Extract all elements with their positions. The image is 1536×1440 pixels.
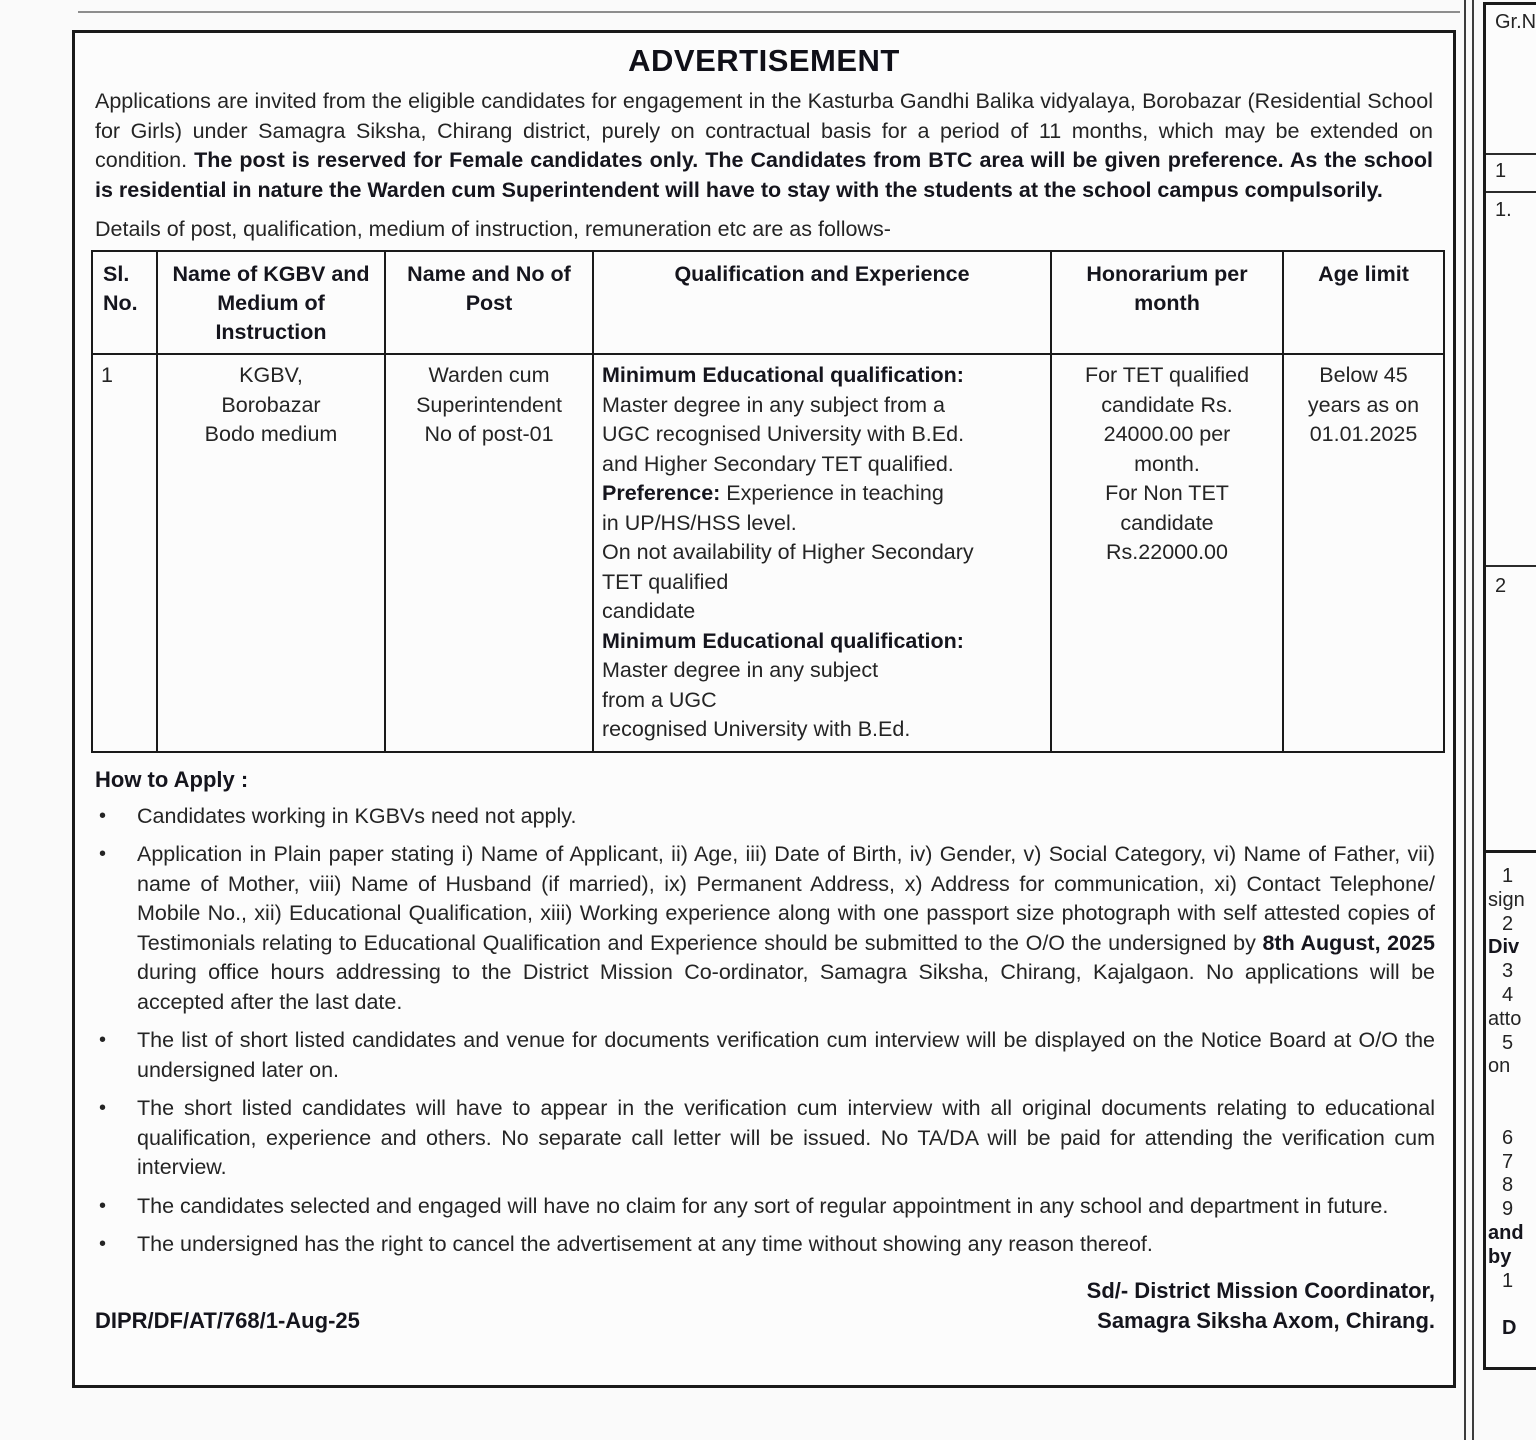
list-item-text: The undersigned has the right to cancel the advertisement at any time without showing any reason thereof. xyxy=(137,1232,1153,1256)
list-item-text: Candidates working in KGBVs need not apply. xyxy=(137,803,577,828)
bullet-icon xyxy=(95,1026,137,1085)
side-fragment-text: 1 xyxy=(1495,160,1507,182)
col-header-qualification: Qualification and Experience xyxy=(593,251,1051,354)
list-item xyxy=(95,1094,1437,1183)
side-fragment-text: 2 xyxy=(1495,575,1507,597)
list-item xyxy=(95,1026,1437,1085)
cell-honorarium: For TET qualified candidate Rs. 24000.00 per month. For Non TET candidate Rs.22000.00 xyxy=(1051,354,1283,752)
column-divider xyxy=(1464,0,1474,1440)
cell-kgbv: KGBV, Borobazar Bodo medium xyxy=(157,354,385,752)
list-item-text: The list of short listed candidates and venue for documents verification cum interview will be displayed on the Notice Board at O/O the undersigned later on. xyxy=(137,1028,1435,1082)
list-item xyxy=(95,802,1437,832)
page-title: ADVERTISEMENT xyxy=(628,43,900,78)
post-details-table xyxy=(91,250,1445,753)
list-item xyxy=(95,840,1437,1017)
col-header-post: Name and No of Post xyxy=(385,251,593,354)
side-fragment-lines: 1 sign 2 Div 3 4 atto 5 on 6 7 8 9 and by 1 D xyxy=(1488,865,1525,1340)
list-item xyxy=(95,1192,1437,1222)
side-fragment-text: 1. xyxy=(1495,199,1512,221)
cell-age-limit: Below 45 years as on 01.01.2025 xyxy=(1283,354,1444,752)
advert-code: DIPR/DF/AT/768/1-Aug-25 xyxy=(95,1307,360,1333)
list-item-text: The candidates selected and engaged will have no claim for any sort of regular appointment in any school and department in future. xyxy=(137,1193,1389,1218)
bullet-icon xyxy=(95,1094,137,1183)
bullet-icon xyxy=(95,802,137,832)
signature-line-1: Sd/- District Mission Coordinator, xyxy=(1086,1277,1435,1303)
list-item-text: Application in Plain paper stating i) Name of Applicant, ii) Age, iii) Date of Birth, iv) Gender, v) Social Category, vi) Name of Father, vii) name of Mother, viii) Name of Husband (if married), ix) Permanent Address, x) Address for communication, xi) Contact Telephone/ Mobile No., xii) Educational Qualification, xiii) Working experience along with one passport size photograph with self attested copies of Testimonials relating to Educational Qualification and Experience should be submitted to the O/O the undersigned by 8th August, 2025 during office hours addressing to the District Mission Co-ordinator, Samagra Siksha, Chirang, Kajalgaon. No applications will be accepted after the last date. xyxy=(137,842,1435,1014)
cell-post: Warden cum Superintendent No of post-01 xyxy=(385,354,593,752)
col-header-age-limit: Age limit xyxy=(1283,251,1444,354)
side-divider xyxy=(1486,153,1536,155)
table-row xyxy=(92,354,1444,752)
cell-sl-no: 1 xyxy=(92,354,157,752)
signature-line-2: Samagra Siksha Axom, Chirang. xyxy=(1097,1307,1435,1333)
details-line: Details of post, qualification, medium of instruction, remuneration etc are as follows- xyxy=(95,217,891,241)
bullet-icon xyxy=(95,1192,137,1222)
table-header-row xyxy=(92,251,1444,354)
list-item-text: The short listed candidates will have to appear in the verification cum interview with all original documents relating to educational qualification, experience and others. No separate call letter will be issued. No TA/DA will be paid for attending the verification cum interview. xyxy=(137,1096,1435,1179)
cell-qualification: Minimum Educational qualification: Master degree in any subject from a UGC recognised University with B.Ed. and Higher Secondary TET qualified. Preference: Experience in teaching in UP/HS/HSS level. On not availability of Higher Secondary TET qualified candidate Minimum Educational qualification: Master degree in any subject from a UGC recognised University with B.Ed. xyxy=(593,354,1051,752)
list-item xyxy=(95,1230,1437,1260)
top-divider xyxy=(78,11,1460,13)
side-divider xyxy=(1486,850,1536,853)
bullet-icon xyxy=(95,840,137,1017)
col-header-sl-no: Sl. No. xyxy=(92,251,157,354)
col-header-kgbv: Name of KGBV and Medium of Instruction xyxy=(157,251,385,354)
adjacent-column-fragment xyxy=(1483,2,1536,1370)
advertisement-box xyxy=(72,30,1456,1388)
how-to-apply-heading: How to Apply : xyxy=(95,766,249,792)
side-fragment-header: Gr.N xyxy=(1495,11,1536,33)
col-header-honorarium: Honorarium per month xyxy=(1051,251,1283,354)
signature-block xyxy=(1087,1276,1435,1336)
how-to-apply-list xyxy=(91,802,1437,1260)
intro-paragraph: Applications are invited from the eligible candidates for engagement in the Kasturba Gandhi Balika vidyalaya, Borobazar (Residential School for Girls) under Samagra Siksha, Chirang district, purely on contractual basis for a period of 11 months, which may be extended on condition. The post is reserved for Female candidates only. The Candidates from BTC area will be given preference. As the school is residential in nature the Warden cum Superintendent will have to stay with the students at the school campus compulsorily. xyxy=(95,89,1433,202)
side-divider xyxy=(1486,565,1536,567)
side-divider xyxy=(1486,191,1536,193)
bullet-icon xyxy=(95,1230,137,1260)
footer-row xyxy=(91,1264,1437,1338)
